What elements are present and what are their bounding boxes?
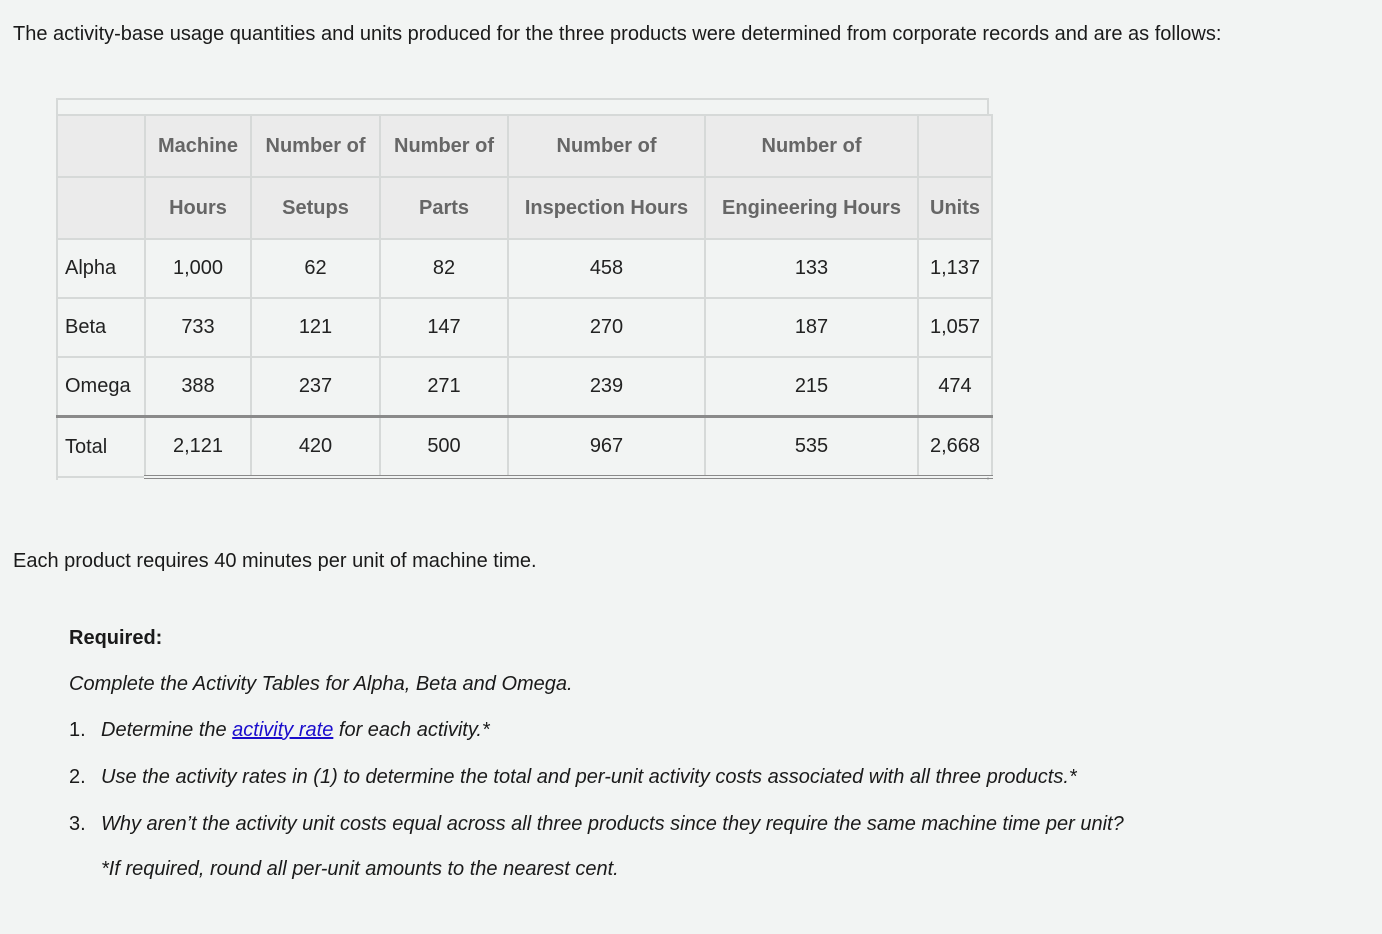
header-cell: Number of [251, 115, 380, 177]
table-cell: 388 [145, 357, 251, 417]
total-cell: 500 [380, 417, 508, 478]
header-cell: Number of [508, 115, 705, 177]
header-cell [57, 177, 145, 239]
header-cell: Engineering Hours [705, 177, 918, 239]
row-label: Beta [57, 298, 145, 357]
list-item [69, 764, 1319, 790]
activity-rate-link[interactable]: activity rate [232, 719, 334, 741]
table-row [57, 357, 992, 417]
item-text: Use the activity rates in (1) to determine the total and per-unit activity costs associated with all three products.* [101, 766, 1077, 788]
header-cell: Number of [380, 115, 508, 177]
table-cell: 239 [508, 357, 705, 417]
header-cell: Units [918, 177, 992, 239]
header-cell: Setups [251, 177, 380, 239]
table-cell: 187 [705, 298, 918, 357]
header-cell [57, 115, 145, 177]
total-cell: 2,121 [145, 417, 251, 478]
item-number: 2. [69, 766, 86, 788]
total-cell: 420 [251, 417, 380, 478]
total-cell: 535 [705, 417, 918, 478]
table-cell: 1,057 [918, 298, 992, 357]
total-row [57, 417, 992, 478]
total-cell: 2,668 [918, 417, 992, 478]
header-row-2 [57, 177, 992, 239]
header-cell [918, 115, 992, 177]
table-cell: 215 [705, 357, 918, 417]
table-cell: 733 [145, 298, 251, 357]
table-cell: 270 [508, 298, 705, 357]
header-cell: Machine [145, 115, 251, 177]
required-heading: Required: [69, 627, 163, 649]
row-label: Omega [57, 357, 145, 417]
header-cell: Parts [380, 177, 508, 239]
row-label: Total [57, 417, 145, 478]
item-text: Why aren’t the activity unit costs equal across all three products since they require the same machine time per unit? [101, 813, 1124, 835]
table-row [57, 298, 992, 357]
item-number: 1. [69, 719, 86, 741]
total-cell: 967 [508, 417, 705, 478]
machine-time-note: Each product requires 40 minutes per unit of machine time. [13, 550, 537, 572]
intro-text: The activity-base usage quantities and units produced for the three products were determined from corporate records and are as follows: [13, 23, 1222, 45]
table-cell: 458 [508, 239, 705, 298]
required-instruction: Complete the Activity Tables for Alpha, Beta and Omega. [69, 673, 573, 695]
row-label: Alpha [57, 239, 145, 298]
required-section [69, 625, 1319, 882]
table-cell: 82 [380, 239, 508, 298]
table-cell: 62 [251, 239, 380, 298]
required-list [69, 717, 1319, 837]
item-text: Determine the activity rate for each activity.* [101, 719, 490, 741]
header-cell: Inspection Hours [508, 177, 705, 239]
header-row-1 [57, 115, 992, 177]
table-cell: 121 [251, 298, 380, 357]
header-cell: Hours [145, 177, 251, 239]
table-cell: 1,137 [918, 239, 992, 298]
activity-usage-table [56, 114, 993, 479]
list-item [69, 717, 1319, 743]
item-number: 3. [69, 813, 86, 835]
header-cell: Number of [705, 115, 918, 177]
list-item [69, 811, 1319, 837]
table-cell: 237 [251, 357, 380, 417]
table-cell: 474 [918, 357, 992, 417]
rounding-footnote: *If required, round all per-unit amounts to the nearest cent. [101, 858, 619, 880]
table-cell: 271 [380, 357, 508, 417]
table-cell: 147 [380, 298, 508, 357]
table-cell: 133 [705, 239, 918, 298]
table-cell: 1,000 [145, 239, 251, 298]
table-row [57, 239, 992, 298]
